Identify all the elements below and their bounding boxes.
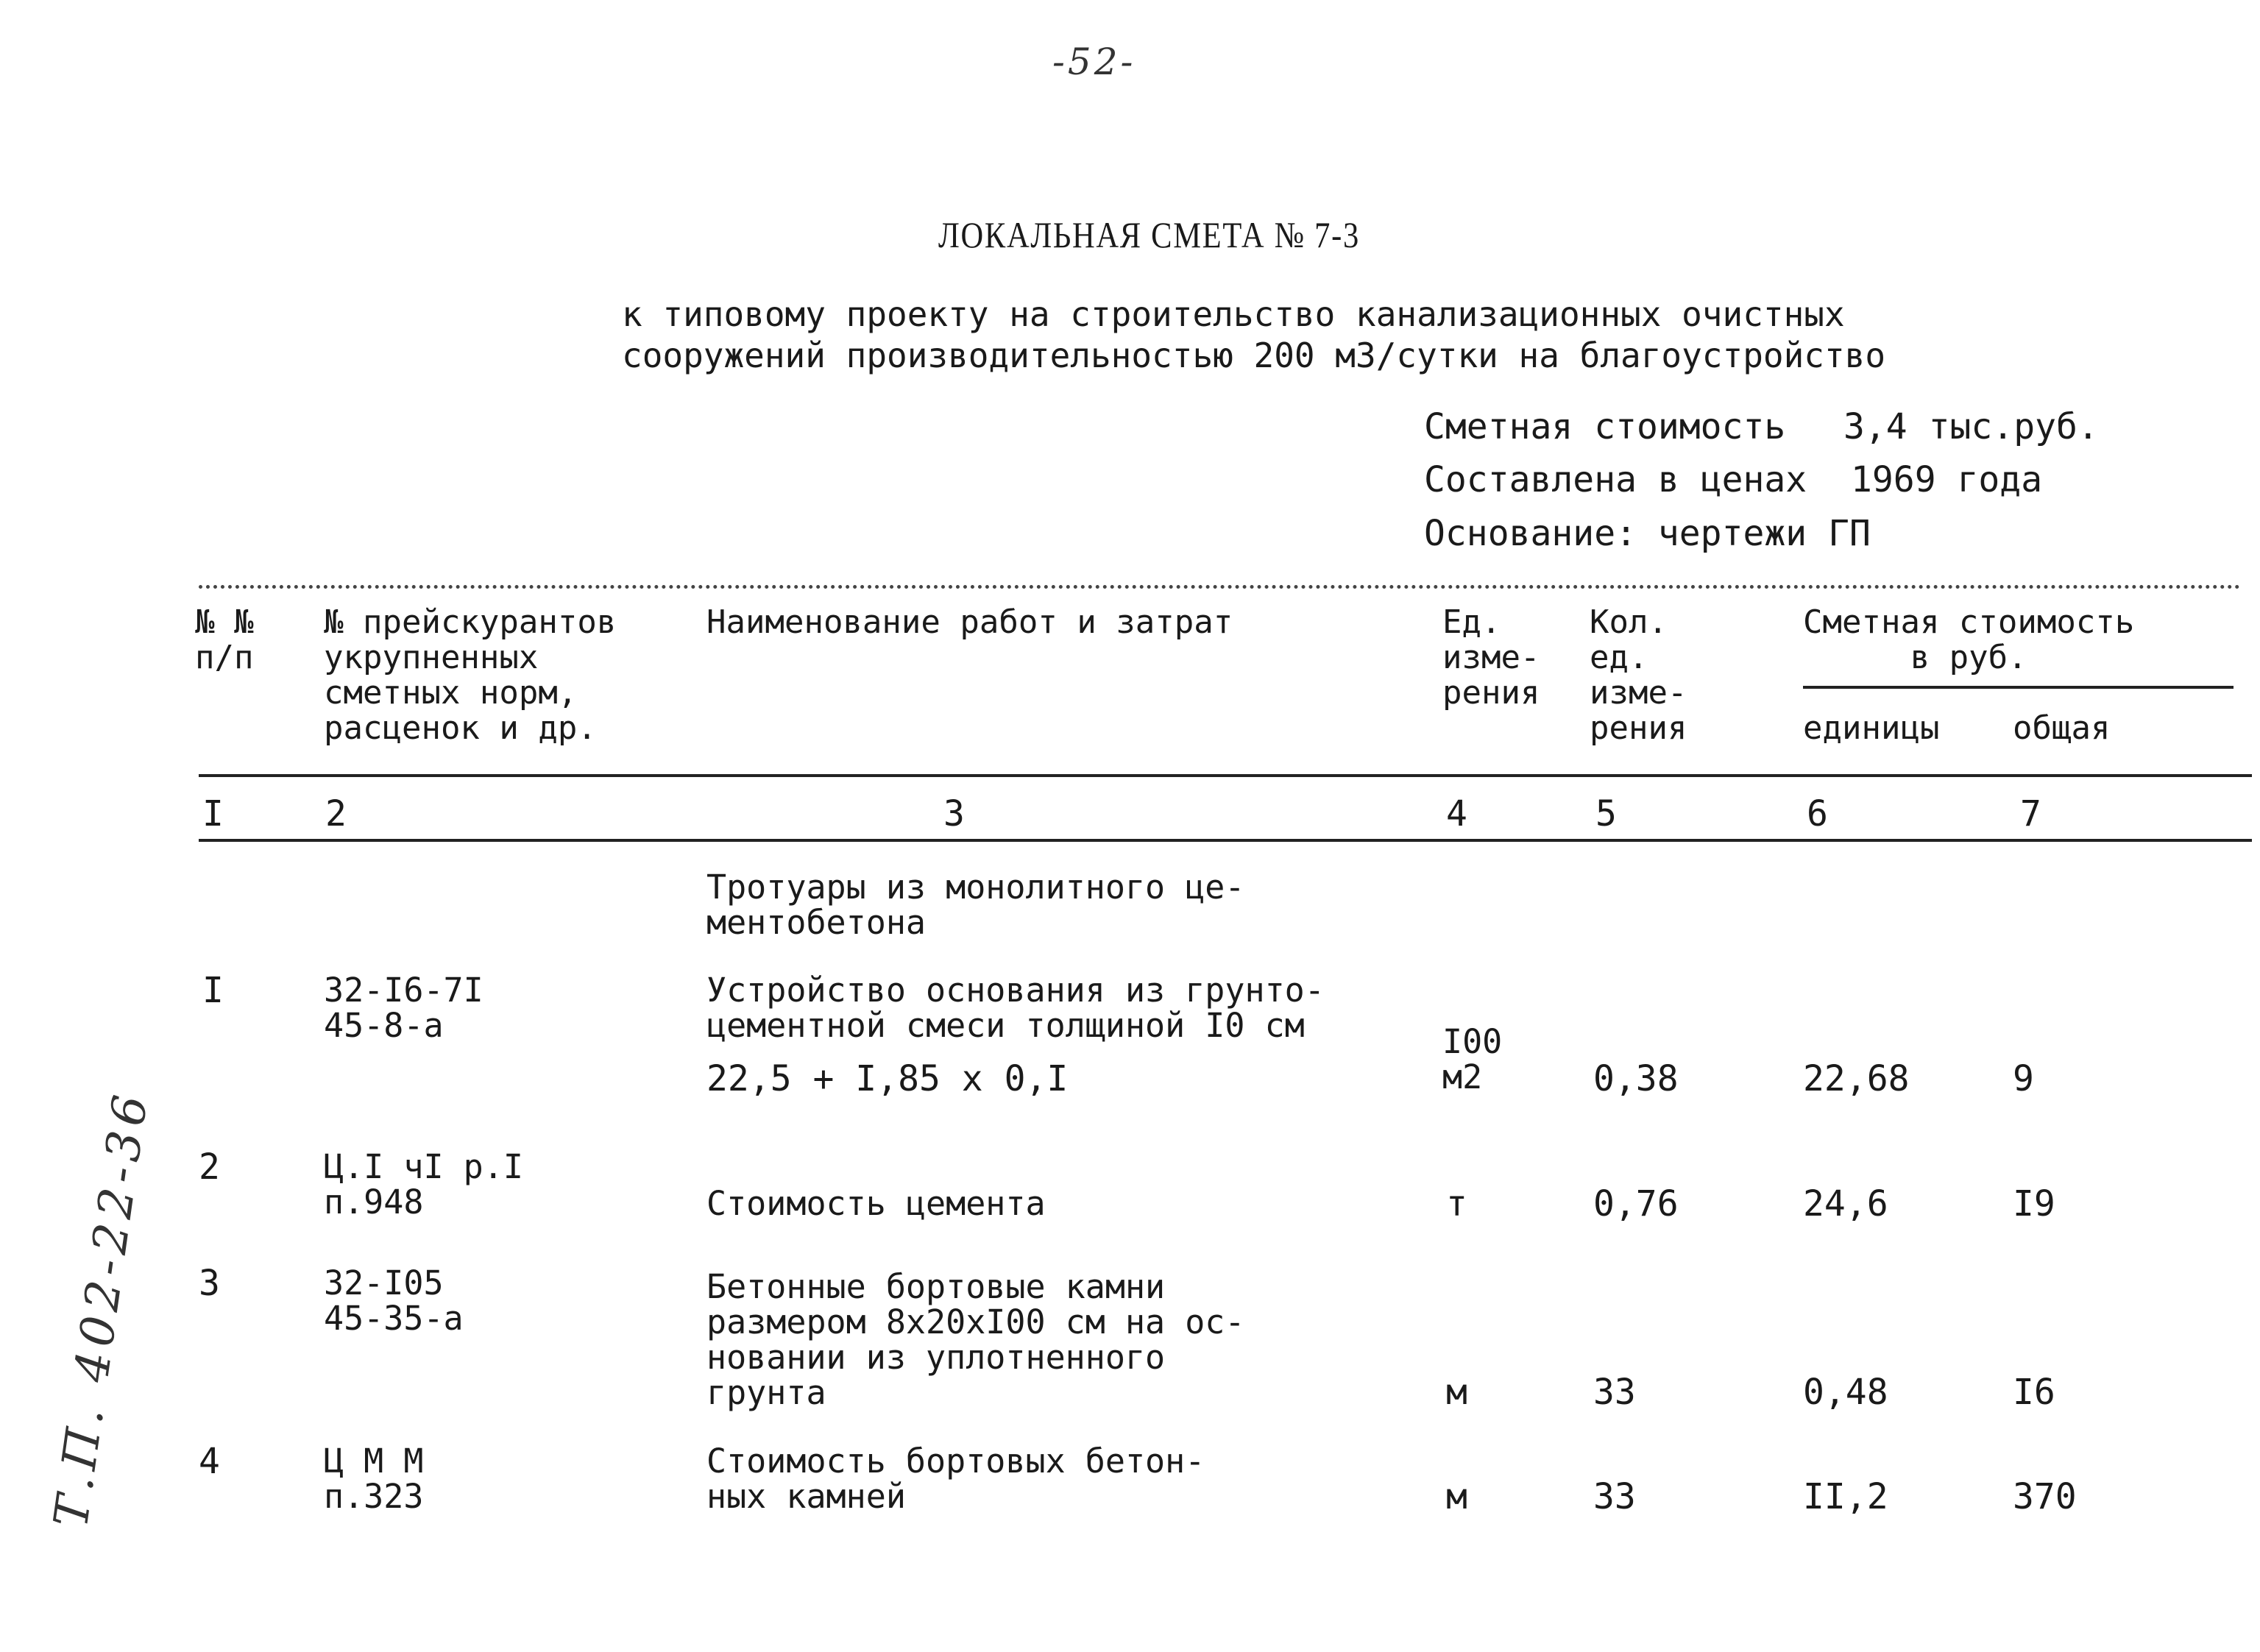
row-qty: 0,38 (1593, 1058, 1679, 1099)
column-number: 4 (1446, 793, 1467, 834)
header-cost-total: общая (2013, 709, 2111, 747)
column-numbers-rule (199, 839, 2252, 842)
basis: Основание: чертежи ГП (1424, 513, 1871, 554)
header-num: № № п/п (195, 603, 254, 676)
section-title: Тротуары из монолитного це- ментобетона (706, 868, 1245, 942)
column-number: 7 (2020, 793, 2041, 834)
row-name: Бетонные бортовые камни размером 8х20хI00 см на ос- новании из уплотненного грунта (706, 1267, 1245, 1412)
margin-note: Т.П. 402-22-36 (44, 1086, 160, 1531)
header-bottom-rule (199, 774, 2252, 777)
row-unit: м (1446, 1476, 1467, 1517)
row-total: 9 (2013, 1058, 2034, 1099)
row-unit: м (1446, 1372, 1467, 1413)
header-cost: Сметная стоимость в руб. (1803, 603, 2135, 676)
row-unit: т (1446, 1183, 1467, 1224)
row-name: Устройство основания из грунто- цементной смеси толщиной I0 см (706, 971, 1325, 1045)
row-total: 370 (2013, 1476, 2077, 1517)
row-code: 32-I05 45-35-а (324, 1263, 464, 1338)
row-code: 32-I6-7I 45-8-а (324, 971, 483, 1045)
row-unit: I00 м2 (1442, 1022, 1503, 1096)
row-num: 3 (199, 1263, 220, 1304)
row-price: 24,6 (1803, 1183, 1888, 1224)
price-basis-value: 1969 года (1851, 459, 2043, 500)
table-top-rule (199, 585, 2241, 589)
row-price: II,2 (1803, 1476, 1888, 1517)
header-cost-divider (1803, 686, 2234, 689)
document-title: ЛОКАЛЬНАЯ СМЕТА № 7-3 (938, 214, 1360, 255)
row-code: Ц М М п.323 (324, 1442, 424, 1516)
subtitle-line-2: сооружений производительностью 200 м3/сутки на благоустройство (622, 336, 1886, 375)
page-number: -52- (1052, 40, 1136, 83)
row-name: Стоимость цемента (706, 1184, 1046, 1223)
price-basis-label: Составлена в ценах (1424, 459, 1807, 500)
header-unit: Ед. изме- рения (1442, 603, 1540, 712)
column-number: I (202, 793, 224, 834)
row-total: I9 (2013, 1183, 2055, 1224)
row-price: 0,48 (1803, 1372, 1888, 1413)
row-name: Стоимость бортовых бетон- ных камней (706, 1442, 1205, 1516)
row-num: 4 (199, 1441, 220, 1482)
row-qty: 33 (1593, 1372, 1636, 1413)
estimated-cost (1424, 406, 2099, 447)
row-num: 2 (199, 1146, 220, 1188)
row-code: Ц.I чI р.I п.948 (324, 1147, 523, 1222)
row-qty: 33 (1593, 1476, 1636, 1517)
column-number: 5 (1595, 793, 1617, 834)
header-name: Наименование работ и затрат (706, 603, 1233, 641)
price-basis (1424, 459, 2043, 500)
header-cost-unit: единицы (1803, 709, 1940, 747)
column-number: 6 (1807, 793, 1828, 834)
header-qty: Кол. ед. изме- рения (1590, 603, 1687, 747)
row-formula: 22,5 + I,85 х 0,I (706, 1058, 1069, 1099)
subtitle-line-1: к типовому проекту на строительство канализационных очистных (622, 294, 1845, 334)
column-number: 2 (325, 793, 347, 834)
column-number: 3 (943, 793, 965, 834)
row-num: I (202, 970, 224, 1011)
row-qty: 0,76 (1593, 1183, 1679, 1224)
row-price: 22,68 (1803, 1058, 1910, 1099)
estimated-cost-value: 3,4 тыс.руб. (1843, 406, 2099, 447)
header-price-list: № прейскурантов укрупненных сметных норм, расценок и др. (324, 603, 617, 747)
estimated-cost-label: Сметная стоимость (1424, 406, 1786, 447)
row-total: I6 (2013, 1372, 2055, 1413)
